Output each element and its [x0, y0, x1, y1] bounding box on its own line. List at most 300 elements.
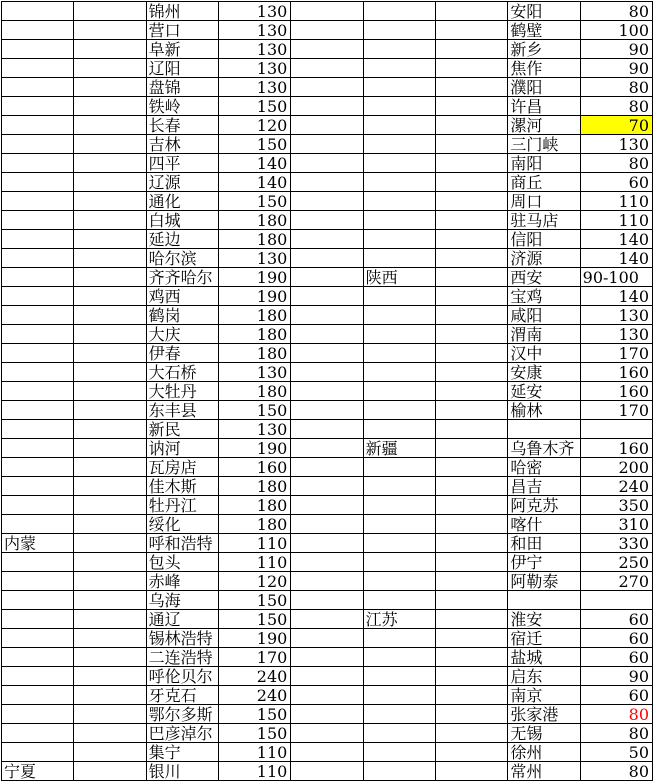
spacer-cell[interactable]	[436, 610, 507, 628]
empty-region-cell[interactable]	[2, 306, 73, 324]
value-cell[interactable]: 310	[581, 515, 652, 533]
spacer-cell[interactable]	[74, 591, 145, 609]
value-cell[interactable]: 60	[581, 629, 652, 647]
city-cell[interactable]: 哈密	[508, 458, 579, 476]
empty-region-cell[interactable]	[2, 477, 73, 495]
spacer-cell[interactable]	[436, 154, 507, 172]
spacer-cell[interactable]	[291, 59, 362, 77]
spacer-cell[interactable]	[74, 382, 145, 400]
spacer-cell[interactable]	[436, 591, 507, 609]
spacer-cell[interactable]	[291, 705, 362, 723]
spacer-cell[interactable]	[436, 401, 507, 419]
value-cell[interactable]: 130	[581, 306, 652, 324]
city-cell[interactable]: 盐城	[508, 648, 579, 666]
city-cell[interactable]: 盘锦	[147, 78, 218, 96]
empty-region-cell[interactable]	[364, 363, 435, 381]
value-cell[interactable]: 130	[219, 40, 290, 58]
spacer-cell[interactable]	[74, 515, 145, 533]
value-cell[interactable]: 190	[219, 629, 290, 647]
empty-region-cell[interactable]	[364, 648, 435, 666]
value-cell[interactable]: 150	[219, 135, 290, 153]
value-cell[interactable]: 170	[581, 401, 652, 419]
empty-region-cell[interactable]	[2, 287, 73, 305]
city-cell[interactable]: 鹤壁	[508, 21, 579, 39]
spacer-cell[interactable]	[74, 572, 145, 590]
empty-region-cell[interactable]	[364, 40, 435, 58]
spacer-cell[interactable]	[436, 344, 507, 362]
spacer-cell[interactable]	[436, 40, 507, 58]
value-cell[interactable]: 130	[219, 21, 290, 39]
spacer-cell[interactable]	[291, 344, 362, 362]
spacer-cell[interactable]	[291, 458, 362, 476]
spacer-cell[interactable]	[436, 572, 507, 590]
value-cell[interactable]: 130	[219, 249, 290, 267]
spacer-cell[interactable]	[74, 705, 145, 723]
city-cell[interactable]: 徐州	[508, 743, 579, 761]
value-cell[interactable]: 240	[219, 686, 290, 704]
spacer-cell[interactable]	[436, 2, 507, 20]
spacer-cell[interactable]	[291, 173, 362, 191]
spacer-cell[interactable]	[74, 420, 145, 438]
city-cell[interactable]: 濮阳	[508, 78, 579, 96]
spacer-cell[interactable]	[291, 572, 362, 590]
empty-region-cell[interactable]	[364, 21, 435, 39]
value-cell[interactable]: 170	[219, 648, 290, 666]
value-cell[interactable]: 60	[581, 610, 652, 628]
empty-region-cell[interactable]	[2, 154, 73, 172]
spacer-cell[interactable]	[436, 382, 507, 400]
spacer-cell[interactable]	[74, 59, 145, 77]
city-cell[interactable]: 讷河	[147, 439, 218, 457]
value-cell[interactable]: 80	[581, 97, 652, 115]
spacer-cell[interactable]	[436, 192, 507, 210]
value-cell[interactable]: 150	[219, 97, 290, 115]
empty-region-cell[interactable]	[2, 629, 73, 647]
spacer-cell[interactable]	[436, 420, 507, 438]
city-cell[interactable]: 宝鸡	[508, 287, 579, 305]
value-cell[interactable]: 130	[581, 325, 652, 343]
city-cell[interactable]: 呼和浩特	[147, 534, 218, 552]
city-cell[interactable]: 瓦房店	[147, 458, 218, 476]
city-cell[interactable]: 伊宁	[508, 553, 579, 571]
city-cell[interactable]: 东丰县	[147, 401, 218, 419]
value-cell[interactable]: 130	[219, 2, 290, 20]
spacer-cell[interactable]	[291, 211, 362, 229]
value-cell[interactable]: 170	[581, 344, 652, 362]
empty-region-cell[interactable]	[364, 686, 435, 704]
city-cell[interactable]: 二连浩特	[147, 648, 218, 666]
empty-region-cell[interactable]	[364, 116, 435, 134]
city-cell[interactable]: 济源	[508, 249, 579, 267]
spacer-cell[interactable]	[291, 230, 362, 248]
value-cell[interactable]: 190	[219, 287, 290, 305]
empty-region-cell[interactable]	[364, 420, 435, 438]
empty-region-cell[interactable]	[364, 59, 435, 77]
spacer-cell[interactable]	[74, 458, 145, 476]
value-cell[interactable]: 80	[581, 2, 652, 20]
city-cell[interactable]: 咸阳	[508, 306, 579, 324]
empty-region-cell[interactable]	[364, 572, 435, 590]
empty-region-cell[interactable]	[2, 135, 73, 153]
spacer-cell[interactable]	[291, 97, 362, 115]
spacer-cell[interactable]	[74, 97, 145, 115]
value-cell[interactable]: 180	[219, 306, 290, 324]
empty-region-cell[interactable]	[364, 2, 435, 20]
city-cell[interactable]: 乌鲁木齐	[508, 439, 579, 457]
city-cell[interactable]: 商丘	[508, 173, 579, 191]
empty-region-cell[interactable]	[2, 211, 73, 229]
value-cell[interactable]: 240	[219, 667, 290, 685]
spacer-cell[interactable]	[74, 401, 145, 419]
spacer-cell[interactable]	[74, 21, 145, 39]
value-cell[interactable]: 90	[581, 59, 652, 77]
spacer-cell[interactable]	[291, 762, 362, 780]
spacer-cell[interactable]	[74, 230, 145, 248]
empty-region-cell[interactable]	[364, 591, 435, 609]
value-cell[interactable]: 130	[219, 363, 290, 381]
city-cell[interactable]: 榆林	[508, 401, 579, 419]
spacer-cell[interactable]	[74, 154, 145, 172]
city-cell[interactable]: 通化	[147, 192, 218, 210]
city-cell[interactable]: 阜新	[147, 40, 218, 58]
empty-region-cell[interactable]	[2, 40, 73, 58]
spacer-cell[interactable]	[291, 553, 362, 571]
empty-region-cell[interactable]	[364, 458, 435, 476]
city-cell[interactable]: 宿迁	[508, 629, 579, 647]
value-cell[interactable]: 180	[219, 382, 290, 400]
spacer-cell[interactable]	[436, 496, 507, 514]
empty-value-cell[interactable]	[581, 591, 652, 609]
empty-region-cell[interactable]	[2, 420, 73, 438]
spacer-cell[interactable]	[74, 648, 145, 666]
city-cell[interactable]: 淮安	[508, 610, 579, 628]
empty-region-cell[interactable]	[2, 610, 73, 628]
value-cell[interactable]: 140	[581, 230, 652, 248]
city-cell[interactable]: 南阳	[508, 154, 579, 172]
empty-region-cell[interactable]	[2, 705, 73, 723]
spacer-cell[interactable]	[436, 439, 507, 457]
city-cell[interactable]: 安阳	[508, 2, 579, 20]
spacer-cell[interactable]	[291, 515, 362, 533]
empty-value-cell[interactable]	[581, 420, 652, 438]
city-cell[interactable]: 集宁	[147, 743, 218, 761]
city-cell[interactable]: 牙克石	[147, 686, 218, 704]
value-cell[interactable]: 180	[219, 325, 290, 343]
spacer-cell[interactable]	[291, 2, 362, 20]
spacer-cell[interactable]	[436, 686, 507, 704]
empty-region-cell[interactable]	[2, 268, 73, 286]
spacer-cell[interactable]	[436, 363, 507, 381]
spacer-cell[interactable]	[74, 173, 145, 191]
city-cell[interactable]: 鸡西	[147, 287, 218, 305]
empty-region-cell[interactable]	[2, 591, 73, 609]
spacer-cell[interactable]	[291, 477, 362, 495]
value-cell[interactable]: 240	[581, 477, 652, 495]
value-cell[interactable]: 90	[581, 40, 652, 58]
value-cell[interactable]: 150	[219, 591, 290, 609]
spacer-cell[interactable]	[436, 648, 507, 666]
highlighted-value-cell[interactable]: 70	[581, 116, 652, 134]
empty-region-cell[interactable]	[364, 762, 435, 780]
city-cell[interactable]: 信阳	[508, 230, 579, 248]
spacer-cell[interactable]	[291, 724, 362, 742]
spacer-cell[interactable]	[291, 401, 362, 419]
spacer-cell[interactable]	[436, 78, 507, 96]
spacer-cell[interactable]	[291, 363, 362, 381]
empty-region-cell[interactable]	[364, 382, 435, 400]
value-cell[interactable]: 200	[581, 458, 652, 476]
empty-region-cell[interactable]	[364, 496, 435, 514]
city-cell[interactable]: 南京	[508, 686, 579, 704]
spacer-cell[interactable]	[291, 40, 362, 58]
spacer-cell[interactable]	[291, 192, 362, 210]
spacer-cell[interactable]	[74, 135, 145, 153]
spacer-cell[interactable]	[436, 97, 507, 115]
empty-region-cell[interactable]	[364, 534, 435, 552]
spacer-cell[interactable]	[436, 249, 507, 267]
city-cell[interactable]: 齐齐哈尔	[147, 268, 218, 286]
city-cell[interactable]: 白城	[147, 211, 218, 229]
empty-region-cell[interactable]	[2, 230, 73, 248]
empty-region-cell[interactable]	[364, 97, 435, 115]
spacer-cell[interactable]	[74, 211, 145, 229]
empty-region-cell[interactable]	[2, 458, 73, 476]
empty-region-cell[interactable]	[364, 553, 435, 571]
city-cell[interactable]: 哈尔滨	[147, 249, 218, 267]
spacer-cell[interactable]	[74, 116, 145, 134]
value-cell[interactable]: 140	[581, 249, 652, 267]
value-cell[interactable]: 110	[219, 553, 290, 571]
spacer-cell[interactable]	[74, 439, 145, 457]
spacer-cell[interactable]	[74, 192, 145, 210]
spacer-cell[interactable]	[74, 743, 145, 761]
value-cell[interactable]: 140	[219, 173, 290, 191]
value-cell[interactable]: 80	[581, 78, 652, 96]
spacer-cell[interactable]	[291, 439, 362, 457]
spacer-cell[interactable]	[74, 40, 145, 58]
spacer-cell[interactable]	[291, 135, 362, 153]
city-cell[interactable]: 大牡丹	[147, 382, 218, 400]
spacer-cell[interactable]	[291, 287, 362, 305]
spacer-cell[interactable]	[291, 420, 362, 438]
value-cell[interactable]: 180	[219, 515, 290, 533]
value-cell[interactable]: 160	[581, 439, 652, 457]
value-cell[interactable]: 110	[581, 192, 652, 210]
spacer-cell[interactable]	[74, 762, 145, 780]
spacer-cell[interactable]	[436, 705, 507, 723]
spacer-cell[interactable]	[436, 458, 507, 476]
city-cell[interactable]: 呼伦贝尔	[147, 667, 218, 685]
value-cell[interactable]: 150	[219, 705, 290, 723]
empty-region-cell[interactable]	[2, 648, 73, 666]
value-cell[interactable]: 60	[581, 686, 652, 704]
spacer-cell[interactable]	[436, 287, 507, 305]
value-cell[interactable]: 80	[581, 724, 652, 742]
value-cell[interactable]: 100	[581, 21, 652, 39]
empty-region-cell[interactable]	[2, 401, 73, 419]
city-cell[interactable]: 吉林	[147, 135, 218, 153]
empty-region-cell[interactable]	[364, 705, 435, 723]
value-cell[interactable]: 160	[581, 382, 652, 400]
empty-region-cell[interactable]	[2, 439, 73, 457]
spacer-cell[interactable]	[436, 515, 507, 533]
value-cell[interactable]: 180	[219, 344, 290, 362]
value-cell[interactable]: 160	[581, 363, 652, 381]
spacer-cell[interactable]	[291, 249, 362, 267]
city-cell[interactable]: 延边	[147, 230, 218, 248]
city-cell[interactable]: 许昌	[508, 97, 579, 115]
city-cell[interactable]: 银川	[147, 762, 218, 780]
spacer-cell[interactable]	[74, 534, 145, 552]
empty-region-cell[interactable]	[2, 382, 73, 400]
empty-region-cell[interactable]	[364, 230, 435, 248]
value-cell[interactable]: 150	[219, 401, 290, 419]
value-cell[interactable]: 160	[219, 458, 290, 476]
value-cell[interactable]: 110	[219, 534, 290, 552]
empty-region-cell[interactable]	[2, 249, 73, 267]
spacer-cell[interactable]	[291, 496, 362, 514]
region-cell[interactable]: 内蒙	[2, 534, 73, 552]
city-cell[interactable]: 锦州	[147, 2, 218, 20]
spacer-cell[interactable]	[74, 686, 145, 704]
empty-region-cell[interactable]	[364, 724, 435, 742]
value-cell[interactable]: 350	[581, 496, 652, 514]
empty-region-cell[interactable]	[364, 344, 435, 362]
spacer-cell[interactable]	[291, 116, 362, 134]
spacer-cell[interactable]	[436, 629, 507, 647]
value-cell[interactable]: 130	[581, 135, 652, 153]
empty-region-cell[interactable]	[2, 325, 73, 343]
region-cell[interactable]: 江苏	[364, 610, 435, 628]
empty-region-cell[interactable]	[364, 477, 435, 495]
spacer-cell[interactable]	[436, 477, 507, 495]
value-cell[interactable]: 110	[219, 762, 290, 780]
city-cell[interactable]: 通辽	[147, 610, 218, 628]
value-cell[interactable]: 330	[581, 534, 652, 552]
empty-region-cell[interactable]	[2, 21, 73, 39]
value-cell[interactable]: 50	[581, 743, 652, 761]
city-cell[interactable]: 常州	[508, 762, 579, 780]
empty-region-cell[interactable]	[2, 97, 73, 115]
spacer-cell[interactable]	[436, 724, 507, 742]
city-cell[interactable]: 绥化	[147, 515, 218, 533]
spacer-cell[interactable]	[74, 629, 145, 647]
spacer-cell[interactable]	[291, 21, 362, 39]
spacer-cell[interactable]	[436, 553, 507, 571]
empty-region-cell[interactable]	[2, 116, 73, 134]
city-cell[interactable]: 周口	[508, 192, 579, 210]
spacer-cell[interactable]	[436, 135, 507, 153]
city-cell[interactable]: 驻马店	[508, 211, 579, 229]
empty-region-cell[interactable]	[2, 192, 73, 210]
empty-region-cell[interactable]	[364, 306, 435, 324]
spacer-cell[interactable]	[74, 363, 145, 381]
empty-city-cell[interactable]	[508, 420, 579, 438]
value-cell[interactable]: 110	[581, 211, 652, 229]
value-cell[interactable]: 120	[219, 116, 290, 134]
city-cell[interactable]: 西安	[508, 268, 579, 286]
alert-value-cell[interactable]: 80	[581, 705, 652, 723]
value-cell[interactable]: 140	[219, 154, 290, 172]
spacer-cell[interactable]	[74, 477, 145, 495]
empty-region-cell[interactable]	[2, 686, 73, 704]
city-cell[interactable]: 渭南	[508, 325, 579, 343]
spacer-cell[interactable]	[291, 154, 362, 172]
city-cell[interactable]: 喀什	[508, 515, 579, 533]
value-cell[interactable]: 90	[581, 667, 652, 685]
empty-region-cell[interactable]	[2, 363, 73, 381]
city-cell[interactable]: 三门峡	[508, 135, 579, 153]
spacer-cell[interactable]	[436, 268, 507, 286]
city-cell[interactable]: 延安	[508, 382, 579, 400]
spacer-cell[interactable]	[291, 268, 362, 286]
spacer-cell[interactable]	[436, 325, 507, 343]
spacer-cell[interactable]	[436, 173, 507, 191]
city-cell[interactable]: 辽阳	[147, 59, 218, 77]
spacer-cell[interactable]	[291, 686, 362, 704]
spacer-cell[interactable]	[74, 610, 145, 628]
spacer-cell[interactable]	[436, 762, 507, 780]
spacer-cell[interactable]	[74, 268, 145, 286]
empty-region-cell[interactable]	[364, 629, 435, 647]
empty-region-cell[interactable]	[2, 2, 73, 20]
city-cell[interactable]: 乌海	[147, 591, 218, 609]
spacer-cell[interactable]	[291, 667, 362, 685]
city-cell[interactable]: 鹤岗	[147, 306, 218, 324]
empty-region-cell[interactable]	[364, 667, 435, 685]
city-cell[interactable]: 包头	[147, 553, 218, 571]
value-cell[interactable]: 150	[219, 610, 290, 628]
value-cell[interactable]: 90-100	[581, 268, 652, 286]
empty-region-cell[interactable]	[364, 154, 435, 172]
value-cell[interactable]: 60	[581, 648, 652, 666]
empty-region-cell[interactable]	[364, 515, 435, 533]
spacer-cell[interactable]	[291, 325, 362, 343]
spacer-cell[interactable]	[291, 78, 362, 96]
region-cell[interactable]: 宁夏	[2, 762, 73, 780]
city-cell[interactable]: 新乡	[508, 40, 579, 58]
value-cell[interactable]: 120	[219, 572, 290, 590]
empty-region-cell[interactable]	[2, 572, 73, 590]
value-cell[interactable]: 180	[219, 211, 290, 229]
empty-region-cell[interactable]	[364, 135, 435, 153]
empty-region-cell[interactable]	[2, 743, 73, 761]
value-cell[interactable]: 180	[219, 496, 290, 514]
value-cell[interactable]: 80	[581, 154, 652, 172]
spacer-cell[interactable]	[74, 344, 145, 362]
city-cell[interactable]: 张家港	[508, 705, 579, 723]
empty-region-cell[interactable]	[364, 249, 435, 267]
spacer-cell[interactable]	[74, 667, 145, 685]
empty-region-cell[interactable]	[2, 515, 73, 533]
spacer-cell[interactable]	[436, 230, 507, 248]
value-cell[interactable]: 190	[219, 439, 290, 457]
city-cell[interactable]: 阿勒泰	[508, 572, 579, 590]
value-cell[interactable]: 60	[581, 173, 652, 191]
city-cell[interactable]: 和田	[508, 534, 579, 552]
spacer-cell[interactable]	[291, 610, 362, 628]
spacer-cell[interactable]	[291, 306, 362, 324]
spacer-cell[interactable]	[74, 249, 145, 267]
spacer-cell[interactable]	[291, 534, 362, 552]
value-cell[interactable]: 130	[219, 78, 290, 96]
value-cell[interactable]: 110	[219, 743, 290, 761]
city-cell[interactable]: 营口	[147, 21, 218, 39]
city-cell[interactable]: 汉中	[508, 344, 579, 362]
city-cell[interactable]: 大石桥	[147, 363, 218, 381]
spacer-cell[interactable]	[74, 496, 145, 514]
value-cell[interactable]: 180	[219, 477, 290, 495]
